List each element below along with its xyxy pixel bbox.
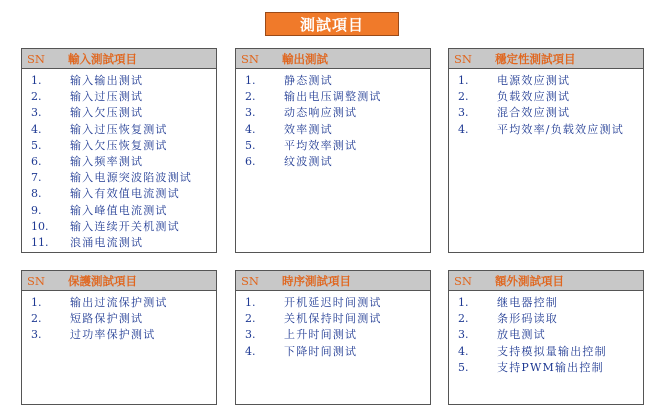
list-item [449,73,643,89]
sn-label: SN [454,51,472,66]
item-label: 静态测试 [284,74,333,87]
item-label: 负载效应测试 [497,90,571,104]
sn-label: SN [454,273,472,288]
item-label: 输入电源突波陷波测试 [70,171,192,185]
item-number: 1. [31,74,42,87]
timing-test-panel [235,270,431,405]
item-label: 纹波测试 [284,154,333,168]
list-item [449,311,643,327]
item-number: 4. [458,344,469,358]
panel-header [236,271,430,291]
input-test-panel [21,48,217,253]
list-item [449,105,643,121]
panel-item-list [449,291,643,376]
item-number: 3. [458,106,469,120]
item-label: 浪涌电流测试 [70,235,144,249]
panel-title: 輸入測試項目 [68,51,137,66]
item-number: 4. [245,344,256,358]
item-number: 2. [31,312,42,326]
item-number: 2. [245,312,256,326]
item-label: 输出电压调整测试 [284,90,382,104]
panel-item-list [22,69,216,251]
list-item [449,89,643,105]
list-item [22,154,216,170]
list-item [236,327,430,343]
item-number: 3. [458,328,469,342]
item-number: 3. [31,328,42,342]
item-label: 效率测试 [284,122,333,136]
item-number: 4. [458,122,469,136]
item-label: 输入欠压测试 [70,106,144,120]
item-label: 输入峰值电流测试 [70,203,168,217]
output-test-panel [235,48,431,253]
item-number: 3. [245,328,256,342]
item-number: 2. [31,90,42,104]
item-number: 1. [245,296,256,309]
item-number: 1. [458,296,469,309]
list-item [22,89,216,105]
panel-item-list [22,291,216,344]
item-number: 10. [31,219,49,233]
sn-label: SN [27,51,45,66]
panel-header [236,49,430,69]
item-number: 5. [458,360,469,374]
panel-header [22,271,216,291]
panel-header [22,49,216,69]
list-item [22,122,216,138]
list-item [236,311,430,327]
list-item [22,327,216,343]
list-item [449,344,643,360]
panel-title: 穩定性測試項目 [495,51,576,66]
panel-title: 保護測試項目 [68,273,137,288]
panel-title: 時序測試項目 [282,273,351,288]
panel-item-list [236,69,430,170]
item-number: 2. [458,312,469,326]
item-label: 混合效应测试 [497,106,571,120]
list-item [449,122,643,138]
item-number: 7. [31,171,42,185]
list-item [236,154,430,170]
item-number: 3. [31,106,42,120]
list-item [22,138,216,154]
stability-test-panel [448,48,644,253]
item-number: 2. [458,90,469,104]
item-number: 1. [245,74,256,87]
list-item [22,203,216,219]
item-label: 条形码读取 [497,312,558,326]
item-label: 关机保持时间测试 [284,312,382,326]
panel-header [449,49,643,69]
item-number: 4. [245,122,256,136]
list-item [236,105,430,121]
item-label: 输入过压恢复测试 [70,122,168,136]
panel-title: 額外測試項目 [495,273,564,288]
item-label: 输入频率测试 [70,154,144,168]
item-label: 输出过流保护测试 [70,296,168,309]
item-number: 3. [245,106,256,120]
item-label: 平均效率测试 [284,138,358,152]
item-number: 6. [245,154,256,168]
item-number: 5. [31,138,42,152]
list-item [22,105,216,121]
item-number: 4. [31,122,42,136]
list-item [22,219,216,235]
list-item [236,295,430,311]
list-item [22,295,216,311]
sn-label: SN [241,273,259,288]
item-number: 8. [31,187,42,201]
sn-label: SN [241,51,259,66]
page-title: 測試項目 [265,12,399,36]
panel-header [449,271,643,291]
list-item [449,360,643,376]
item-label: 短路保护测试 [70,312,144,326]
item-label: 电源效应测试 [497,74,571,87]
item-label: 下降时间测试 [284,344,358,358]
item-label: 输入输出测试 [70,74,144,87]
list-item [22,186,216,202]
extra-test-panel [448,270,644,405]
panel-item-list [236,291,430,360]
item-label: 输入有效值电流测试 [70,187,180,201]
item-label: 输入连续开关机测试 [70,219,180,233]
item-number: 2. [245,90,256,104]
item-label: 支持模拟量输出控制 [497,344,607,358]
item-label: 输入过压测试 [70,90,144,104]
panel-item-list [449,69,643,138]
list-item [22,235,216,251]
item-number: 1. [31,296,42,309]
item-number: 9. [31,203,42,217]
list-item [449,295,643,311]
item-label: 开机延迟时间测试 [284,296,382,309]
item-label: 上升时间测试 [284,328,358,342]
list-item [236,122,430,138]
item-label: 过功率保护测试 [70,328,156,342]
item-label: 输入欠压恢复测试 [70,138,168,152]
list-item [22,311,216,327]
list-item [236,344,430,360]
list-item [236,138,430,154]
list-item [236,73,430,89]
item-number: 1. [458,74,469,87]
list-item [449,327,643,343]
item-number: 11. [31,235,49,249]
item-label: 动态响应测试 [284,106,358,120]
panel-title: 輸出測試 [282,51,328,66]
sn-label: SN [27,273,45,288]
item-number: 6. [31,154,42,168]
item-number: 5. [245,138,256,152]
item-label: 平均效率/负载效应测试 [497,122,624,136]
item-label: 放电测试 [497,328,546,342]
list-item [22,170,216,186]
item-label: 支持PWM输出控制 [497,360,604,374]
protection-test-panel [21,270,217,405]
item-label: 继电器控制 [497,296,558,309]
list-item [236,89,430,105]
list-item [22,73,216,89]
